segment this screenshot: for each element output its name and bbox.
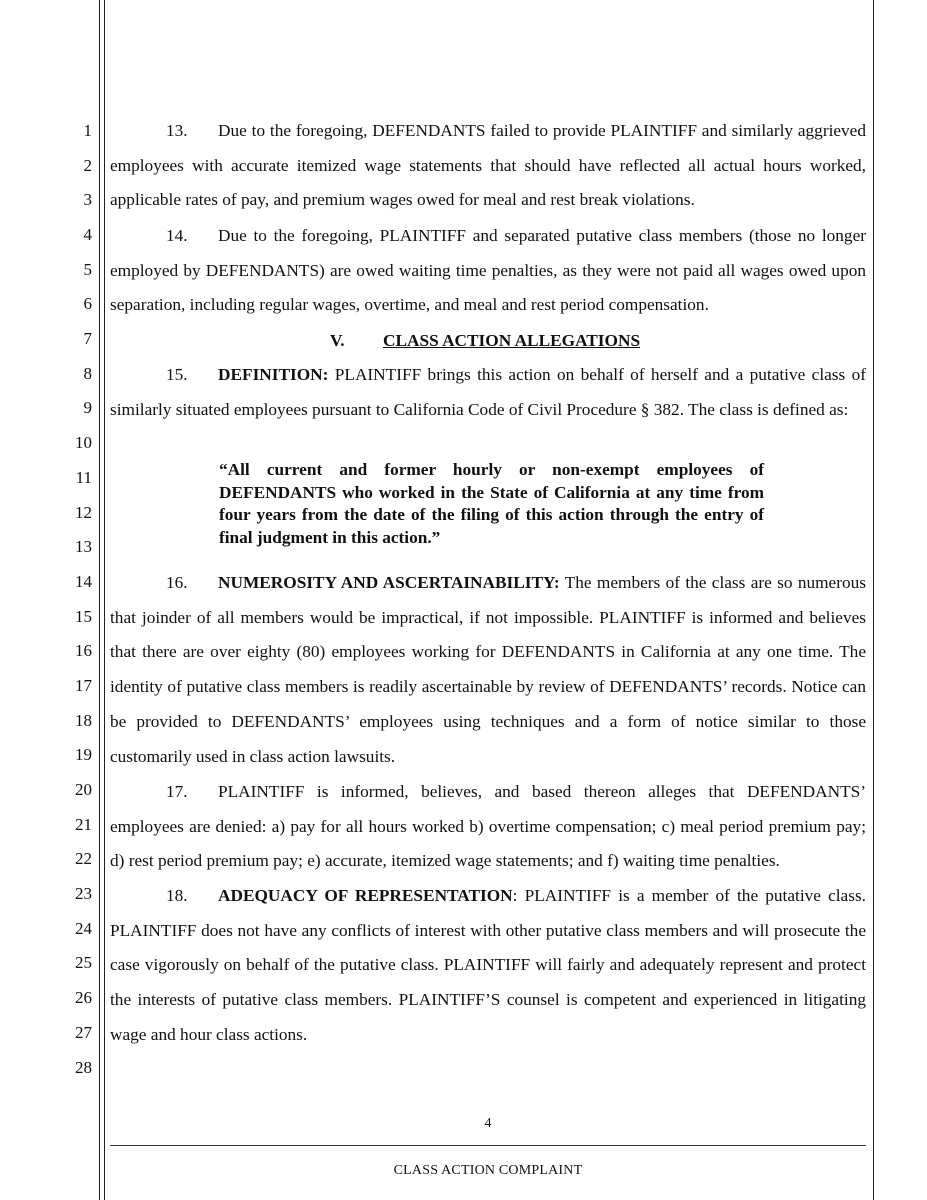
line-number: 25	[75, 953, 92, 972]
line-number: 6	[83, 294, 92, 313]
line-number: 22	[75, 849, 92, 868]
footer-title: CLASS ACTION COMPLAINT	[393, 1163, 583, 1178]
paragraph-text: Due to the foregoing, PLAINTIFF and separated putative class members (those no longer employed by DEFENDANTS) are owed waiting time penalties, as they were not paid all wages owed upon separation, including regular wages, overtime, and meal and rest period compensation.	[110, 226, 866, 315]
line-number: 24	[75, 919, 92, 938]
line-number: 5	[83, 260, 92, 279]
line-number: 15	[75, 607, 92, 626]
line-number: 13	[75, 537, 92, 556]
line-number: 4	[83, 225, 92, 244]
paragraph-text: PLAINTIFF brings this action on behalf of herself and a putative class of similarly situated employees pursuant to California Code of Civil Procedure § 382. The class is defined as:	[110, 365, 866, 419]
line-number: 23	[75, 884, 92, 903]
line-number: 28	[75, 1058, 92, 1077]
paragraph-number: 15.	[166, 365, 188, 384]
line-number: 7	[83, 329, 92, 348]
line-number: 21	[75, 815, 92, 834]
left-margin-rule-outer	[99, 0, 100, 1200]
footer-divider	[110, 1145, 866, 1146]
paragraph-13	[110, 114, 866, 218]
right-margin-rule	[873, 0, 874, 1200]
paragraph-text: The members of the class are so numerous that joinder of all members would be impractical, if not impossible. PLAINTIFF is informed and believes that there are over eighty (80) employees working for DEFENDANTS in California at any one time. The identity of putative class members is readily ascertainable by review of DEFENDANTS’ records. Notice can be provided to DEFENDANTS’ employees using techniques and a form of notice similar to those customarily used in class action lawsuits.	[110, 573, 866, 766]
line-number: 10	[75, 433, 92, 452]
section-numeral: V.	[330, 331, 345, 350]
page-number: 4	[484, 1116, 492, 1131]
line-number: 18	[75, 711, 92, 730]
paragraph-14	[110, 219, 866, 323]
paragraph-number: 17.	[166, 782, 188, 801]
line-number: 1	[83, 121, 92, 140]
line-number: 9	[83, 398, 92, 417]
line-number: 14	[75, 572, 92, 591]
paragraph-18	[110, 879, 866, 1053]
line-number: 11	[75, 468, 92, 487]
paragraph-number: 18.	[166, 886, 188, 905]
line-number: 27	[75, 1023, 92, 1042]
line-number: 3	[83, 190, 92, 209]
paragraph-number: 13.	[166, 121, 188, 140]
line-number: 8	[83, 364, 92, 383]
line-number: 17	[75, 676, 92, 695]
line-number: 2	[83, 156, 92, 175]
line-number: 12	[75, 503, 92, 522]
paragraph-16	[110, 566, 866, 774]
paragraph-number: 14.	[166, 226, 188, 245]
line-number: 20	[75, 780, 92, 799]
paragraph-15	[110, 358, 866, 427]
paragraph-lead: DEFINITION:	[218, 365, 329, 384]
line-number: 16	[75, 641, 92, 660]
section-heading	[110, 324, 866, 358]
line-number: 19	[75, 745, 92, 764]
paragraph-text: : PLAINTIFF is a member of the putative class. PLAINTIFF does not have any conflicts of interest with other putative class members and will prosecute the case vigorously on behalf of the putative class. PLAINTIFF will fairly and adequately represent and protect the interests of putative class members. PLAINTIFF’S counsel is competent and experienced in litigating wage and hour class actions.	[110, 886, 866, 1044]
paragraph-lead: ADEQUACY OF REPRESENTATION	[218, 886, 513, 905]
paragraph-text: PLAINTIFF is informed, believes, and based thereon alleges that DEFENDANTS’ employees are denied: a) pay for all hours worked b) overtime compensation; c) meal period premium pay; d) rest period premium pay; e) accurate, itemized wage statements; and f) waiting time penalties.	[110, 782, 866, 871]
paragraph-17	[110, 775, 866, 879]
paragraph-text: Due to the foregoing, DEFENDANTS failed to provide PLAINTIFF and similarly aggrieved employees with accurate itemized wage statements that should have reflected all actual hours worked, applicable rates of pay, and premium wages owed for meal and rest break violations.	[110, 121, 866, 210]
paragraph-lead: NUMEROSITY AND ASCERTAINABILITY:	[218, 573, 560, 592]
section-title: CLASS ACTION ALLEGATIONS	[383, 331, 641, 350]
paragraph-number: 16.	[166, 573, 188, 592]
line-number: 26	[75, 988, 92, 1007]
left-margin-rule-inner	[104, 0, 105, 1200]
class-definition-quote: “All current and former hourly or non-exempt employees of DEFENDANTS who worked in the State of California at any time from four years from the date of the filing of this action through the entry of final judgment in this action.”	[219, 460, 764, 547]
